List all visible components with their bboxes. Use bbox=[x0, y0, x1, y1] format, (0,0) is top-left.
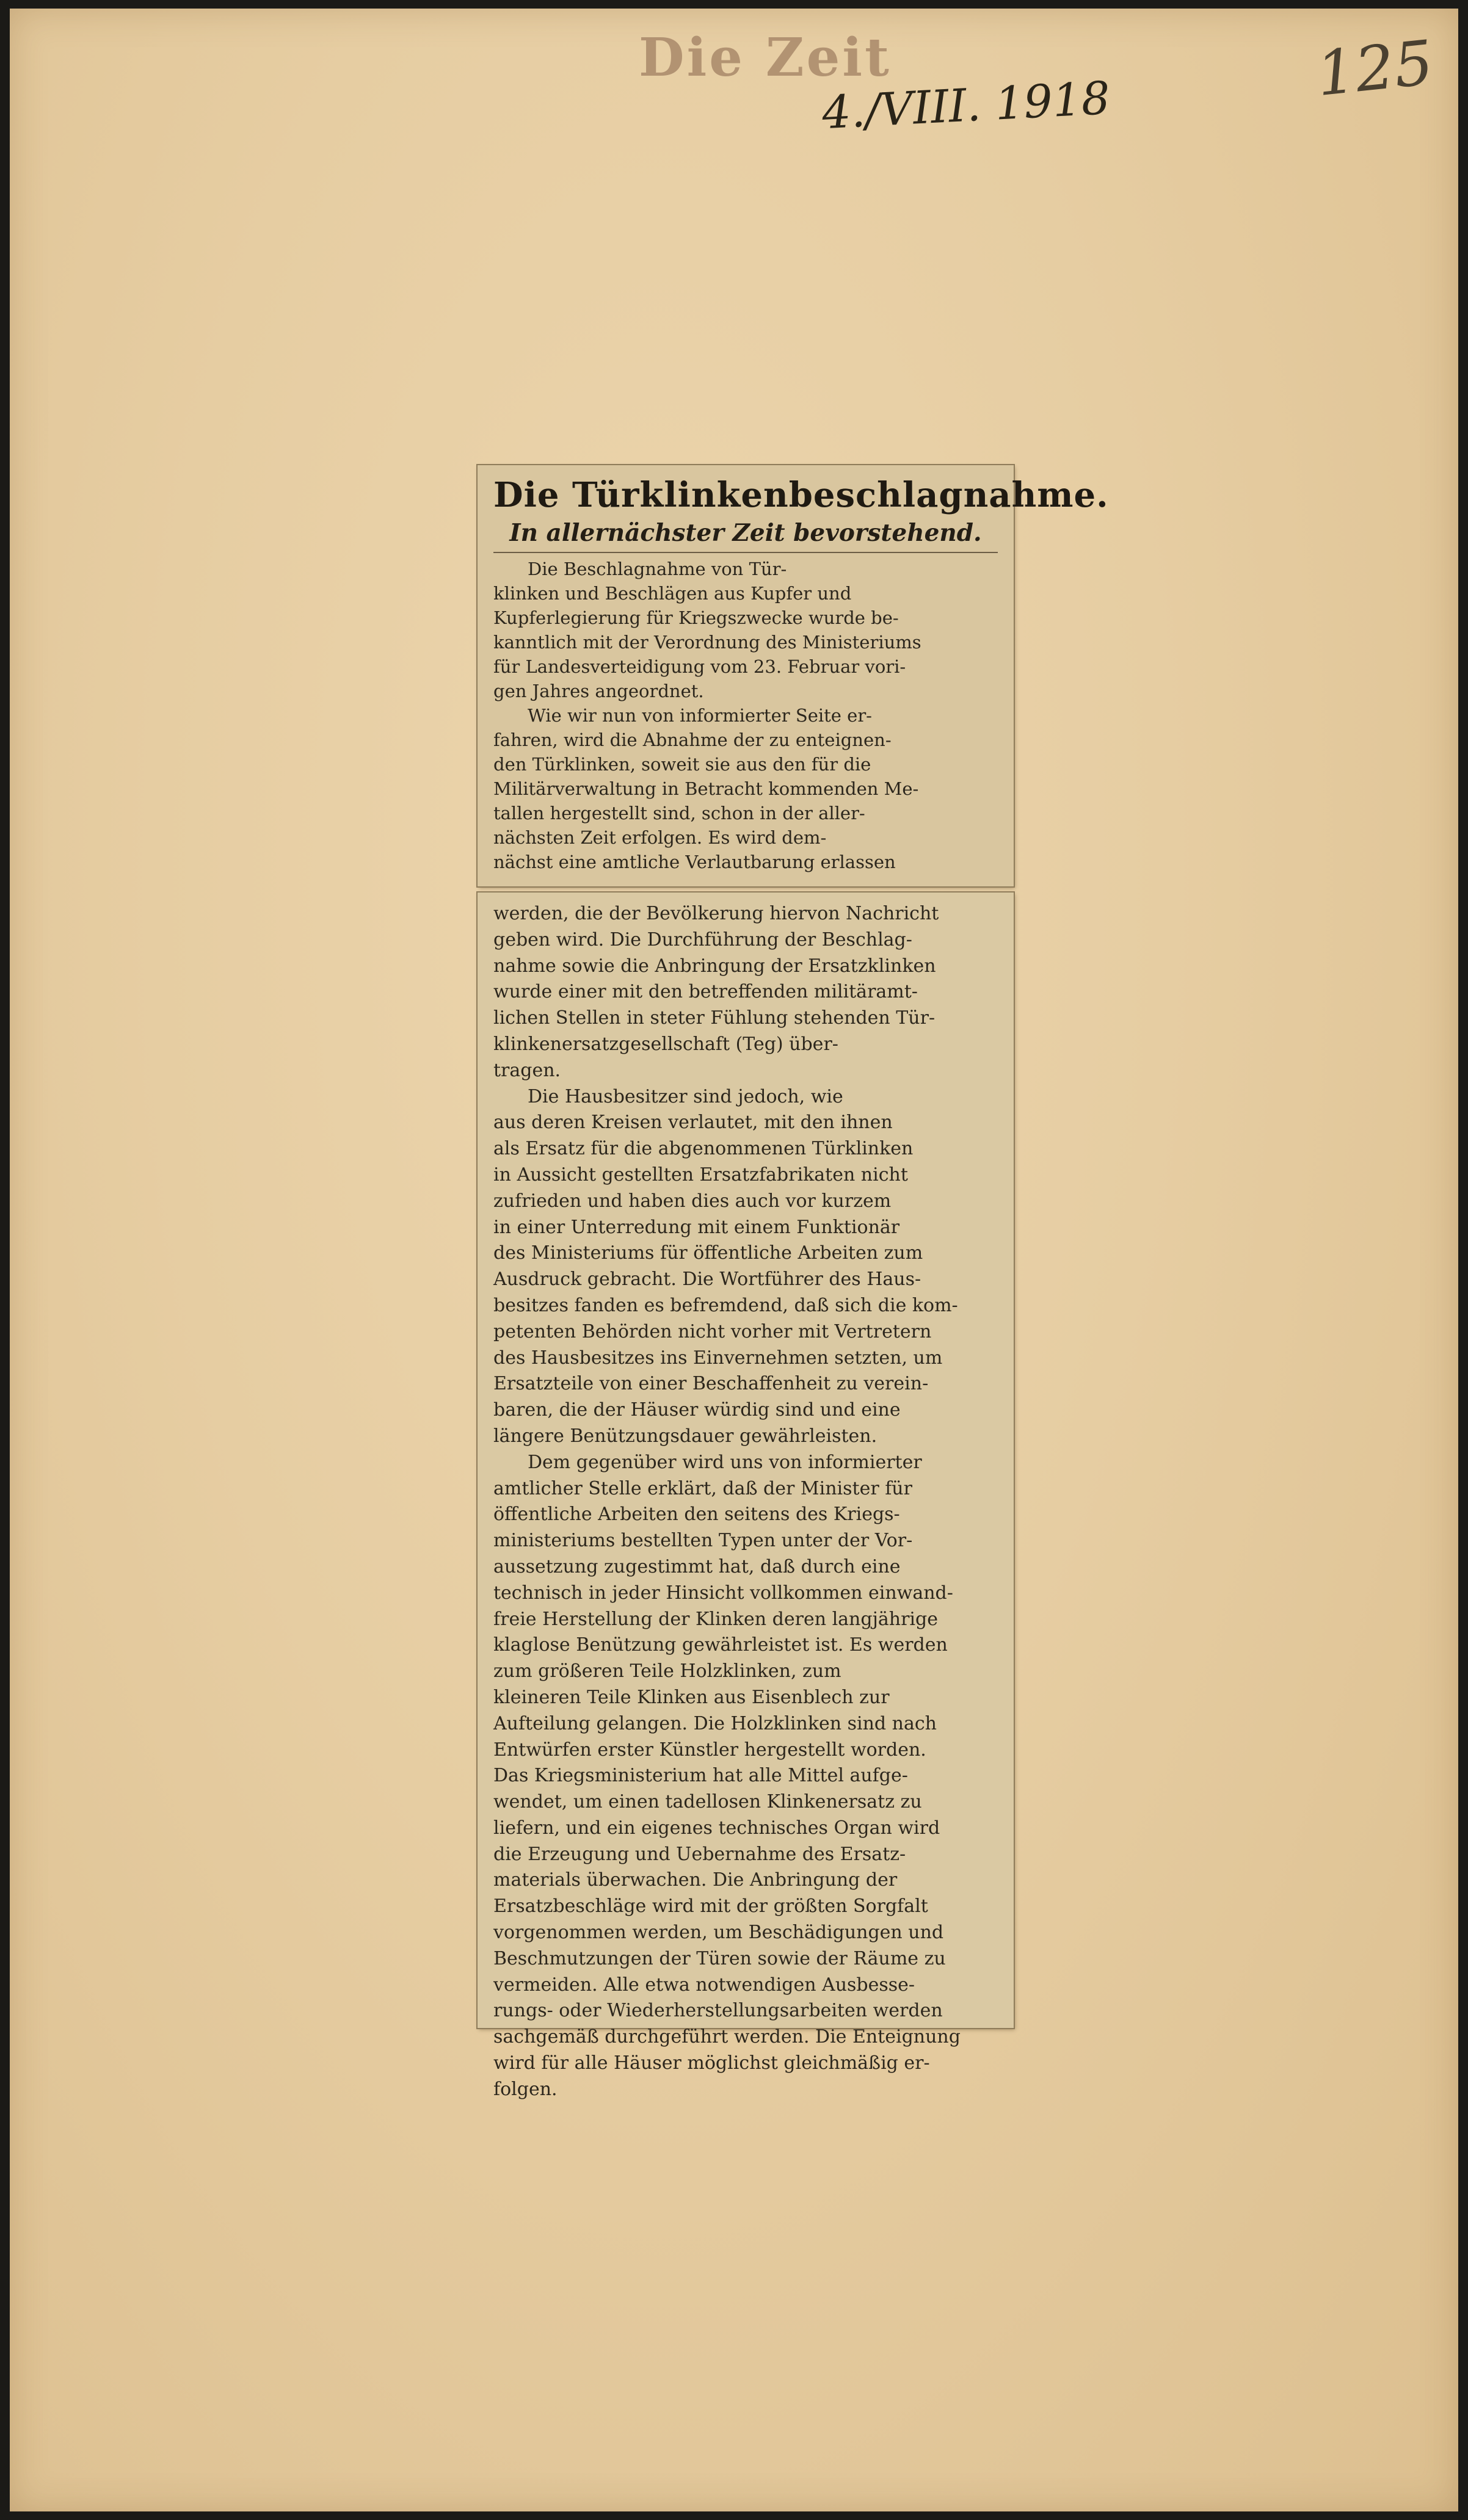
article-line: lichen Stellen in steter Fühlung stehenden Tür- bbox=[493, 1007, 936, 1029]
article-line: Die Hausbesitzer sind jedoch, wie bbox=[528, 1085, 843, 1107]
article-line: folgen. bbox=[493, 2078, 558, 2100]
article-headline: Die Türklinkenbeschlagnahme. bbox=[493, 475, 1109, 515]
article-column-1 bbox=[493, 557, 998, 874]
article-line: aussetzung zugestimmt hat, daß durch eine bbox=[493, 1555, 901, 1577]
article-line: gen Jahres angeordnet. bbox=[493, 681, 704, 701]
newspaper-stamp: Die Zeit bbox=[639, 27, 892, 89]
clipping-bottom bbox=[478, 892, 1014, 2100]
article-line: zufrieden und haben dies auch vor kurzem bbox=[493, 1190, 892, 1212]
article-line: ministeriums bestellten Typen unter der Vor- bbox=[493, 1530, 913, 1552]
article-line: werden, die der Bevölkerung hiervon Nachricht bbox=[493, 903, 939, 924]
article-line: Entwürfen erster Künstler hergestellt worden. bbox=[493, 1739, 926, 1761]
article-line: des Hausbesitzes ins Einvernehmen setzten, um bbox=[493, 1347, 943, 1369]
article-column-2 bbox=[493, 901, 998, 2103]
article-line: Militärverwaltung in Betracht kommenden Me- bbox=[493, 778, 919, 799]
article-line: in Aussicht gestellten Ersatzfabrikaten nicht bbox=[493, 1164, 908, 1186]
article-line: amtlicher Stelle erklärt, daß der Minister für bbox=[493, 1477, 912, 1499]
article-line: wendet, um einen tadellosen Klinkenersatz zu bbox=[493, 1791, 922, 1813]
article-line: vermeiden. Alle etwa notwendigen Ausbesse- bbox=[493, 1974, 915, 1996]
article-line: technisch in jeder Hinsicht vollkommen einwand- bbox=[493, 1582, 953, 1604]
article-line: öffentliche Arbeiten den seitens des Kriegs- bbox=[493, 1504, 900, 1526]
article-line: für Landesverteidigung vom 23. Februar vori- bbox=[493, 656, 906, 677]
article-subheadline: In allernächster Zeit bevorstehend. bbox=[509, 519, 982, 547]
article-line: wird für alle Häuser möglichst gleichmäßig er- bbox=[493, 2052, 930, 2074]
article-line: Das Kriegsministerium hat alle Mittel aufge- bbox=[493, 1765, 908, 1787]
article-line: in einer Unterredung mit einem Funktionär bbox=[493, 1216, 900, 1238]
article-line: klaglose Benützung gewährleistet ist. Es werden bbox=[493, 1634, 948, 1656]
article-line: tallen hergestellt sind, schon in der aller- bbox=[493, 803, 865, 824]
handwritten-date: 4./VIII. 1918 bbox=[821, 71, 1111, 140]
article-line: Die Beschlagnahme von Tür- bbox=[528, 559, 787, 579]
article-line: tragen. bbox=[493, 1059, 561, 1081]
article-line: Dem gegenüber wird uns von informierter bbox=[528, 1451, 922, 1473]
article-line: besitzes fanden es befremdend, daß sich die kom- bbox=[493, 1294, 958, 1316]
article-line: liefern, und ein eigenes technisches Organ wird bbox=[493, 1817, 940, 1839]
article-line: des Ministeriums für öffentliche Arbeiten zum bbox=[493, 1242, 923, 1264]
article-line: nahme sowie die Anbringung der Ersatzklinken bbox=[493, 955, 936, 977]
article-line: Beschmutzungen der Türen sowie der Räume zu bbox=[493, 1947, 946, 1969]
article-line: aus deren Kreisen verlautet, mit den ihnen bbox=[493, 1112, 893, 1134]
article-line: Aufteilung gelangen. Die Holzklinken sind nach bbox=[493, 1712, 937, 1734]
article-line: die Erzeugung und Uebernahme des Ersatz- bbox=[493, 1843, 906, 1865]
article-line: Ersatzteile von einer Beschaffenheit zu verein- bbox=[493, 1373, 929, 1395]
article-line: kanntlich mit der Verordnung des Ministeriums bbox=[493, 632, 921, 653]
article-line: zum größeren Teile Holzklinken, zum bbox=[493, 1660, 841, 1682]
article-line: klinken und Beschlägen aus Kupfer und bbox=[493, 583, 852, 604]
article-line: wurde einer mit den betreffenden militäramt- bbox=[493, 981, 918, 1003]
article-line: Ausdruck gebracht. Die Wortführer des Haus- bbox=[493, 1269, 921, 1291]
article-line: den Türklinken, soweit sie aus den für die bbox=[493, 754, 871, 775]
article-line: baren, die der Häuser würdig sind und eine bbox=[493, 1399, 901, 1421]
clipping-top bbox=[478, 465, 1109, 886]
article-line: nächst eine amtliche Verlautbarung erlassen bbox=[493, 852, 896, 872]
article-line: kleineren Teile Klinken aus Eisenblech zur bbox=[493, 1686, 890, 1708]
folio-number: 125 bbox=[1313, 26, 1437, 110]
article-line: rungs- oder Wiederherstellungsarbeiten werden bbox=[493, 2000, 943, 2022]
article-line: freie Herstellung der Klinken deren langjährige bbox=[493, 1608, 938, 1630]
archive-sheet bbox=[10, 9, 1458, 2511]
article-line: längere Benützungsdauer gewährleisten. bbox=[493, 1425, 878, 1447]
article-line: nächsten Zeit erfolgen. Es wird dem- bbox=[493, 827, 827, 848]
article-line: Ersatzbeschläge wird mit der größten Sorgfalt bbox=[493, 1895, 928, 1917]
article-line: Wie wir nun von informierter Seite er- bbox=[528, 705, 872, 726]
article-line: petenten Behörden nicht vorher mit Vertretern bbox=[493, 1320, 932, 1342]
article-line: als Ersatz für die abgenommenen Türklinken bbox=[493, 1138, 914, 1160]
article-line: vorgenommen werden, um Beschädigungen und bbox=[493, 1922, 944, 1944]
headline-rule bbox=[493, 552, 998, 553]
article-line: materials überwachen. Die Anbringung der bbox=[493, 1869, 898, 1891]
article-line: Kupferlegierung für Kriegszwecke wurde be- bbox=[493, 607, 899, 628]
article-line: klinkenersatzgesellschaft (Teg) über- bbox=[493, 1033, 838, 1055]
article-line: fahren, wird die Abnahme der zu enteignen- bbox=[493, 730, 892, 750]
article-line: sachgemäß durchgeführt werden. Die Enteignung bbox=[493, 2026, 961, 2048]
article-line: geben wird. Die Durchführung der Beschlag- bbox=[493, 929, 912, 950]
